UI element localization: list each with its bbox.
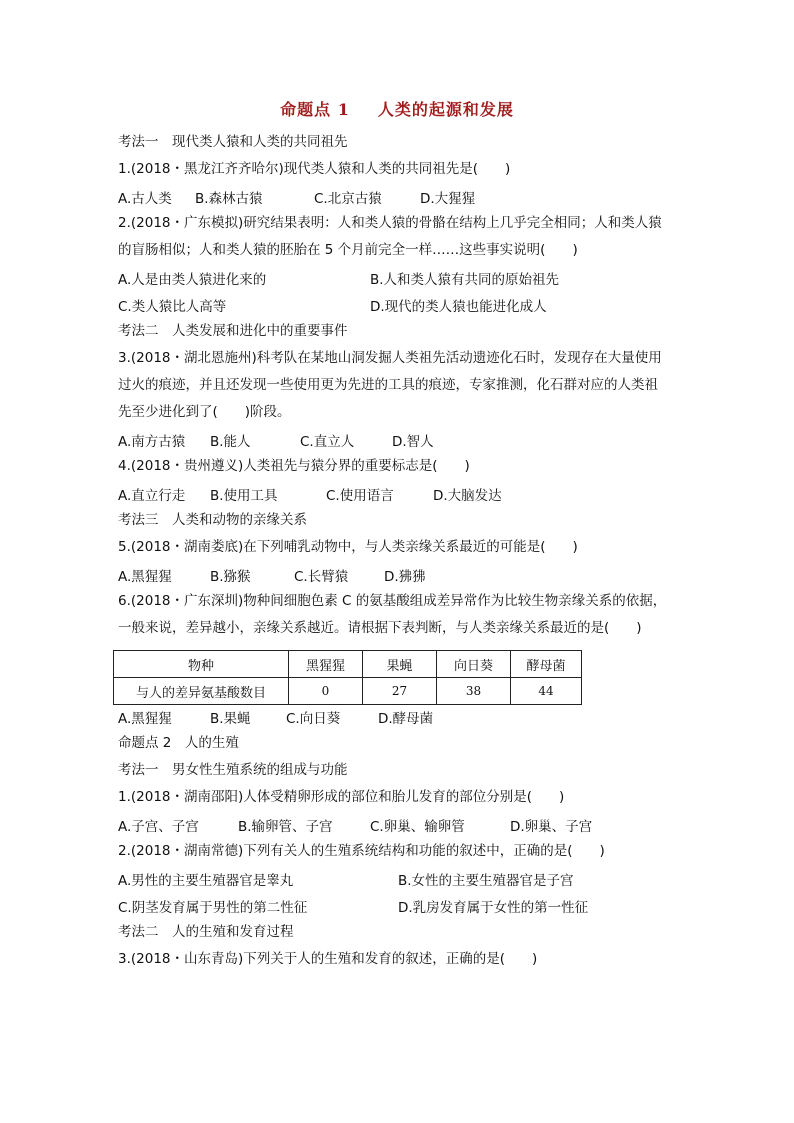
option-a: A.古人类 <box>118 191 172 207</box>
table-header-row <box>114 651 582 678</box>
option-c: C.北京古猿 <box>314 191 382 207</box>
question-text: 3.(2018・山东青岛)下列关于人的生殖和发育的叙述，正确的是( ) <box>118 951 538 967</box>
table-cell: 果蝇 <box>363 651 437 678</box>
option-a: A.人是由类人猿进化来的 <box>118 272 267 288</box>
question-text: 6.(2018・广东深圳)物种间细胞色素 C 的氨基酸组成差异常作为比较生物亲缘关系的依据， <box>118 593 667 609</box>
option-d: D.大脑发达 <box>433 488 502 504</box>
section-heading: 考法二 人类发展和进化中的重要事件 <box>118 323 348 339</box>
option-c: C.使用语言 <box>326 488 394 504</box>
question-text: 5.(2018・湖南娄底)在下列哺乳动物中，与人类亲缘关系最近的可能是( ) <box>118 539 578 555</box>
option-a: A.黑猩猩 <box>118 711 172 727</box>
title-number: 命题点 1 <box>280 100 350 119</box>
table-cell: 与人的差异氨基酸数目 <box>114 678 289 705</box>
section-heading: 考法三 人类和动物的亲缘关系 <box>118 512 307 528</box>
option-d: D.现代的类人猿也能进化成人 <box>370 299 547 315</box>
option-d: D.狒狒 <box>384 569 426 585</box>
option-c: C.卵巢、输卵管 <box>370 819 465 835</box>
question-text: 3.(2018・湖北恩施州)科考队在某地山洞发掘人类祖先活动遗迹化石时，发现存在大量使用 <box>118 350 662 366</box>
option-c: C.类人猿比人高等 <box>118 299 227 315</box>
section-heading: 考法一 男女性生殖系统的组成与功能 <box>118 762 348 778</box>
option-a: A.南方古猿 <box>118 434 186 450</box>
option-a: A.男性的主要生殖器官是睾丸 <box>118 873 294 889</box>
section-title: 命题点 2 人的生殖 <box>118 735 239 751</box>
option-b: B.输卵管、子宫 <box>238 819 333 835</box>
option-c: C.阴茎发育属于男性的第二性征 <box>118 900 308 916</box>
title-text: 人类的起源和发展 <box>377 100 514 119</box>
question-text: 2.(2018・广东模拟)研究结果表明：人和类人猿的骨骼在结构上几乎完全相同；人和类人猿 <box>118 215 662 231</box>
table-cell: 38 <box>437 678 511 705</box>
question-text: 的盲肠相似；人和类人猿的胚胎在 5 个月前完全一样……这些事实说明( ) <box>118 242 578 258</box>
question-text: 先至少进化到了( )阶段。 <box>118 404 291 420</box>
option-d: D.大猩猩 <box>420 191 476 207</box>
table-cell: 物种 <box>114 651 289 678</box>
question-text: 过火的痕迹，并且还发现一些使用更为先进的工具的痕迹，专家推测，化石群对应的人类祖 <box>118 377 658 393</box>
option-a: A.直立行走 <box>118 488 186 504</box>
option-c: C.向日葵 <box>286 711 341 727</box>
option-b: B.人和类人猿有共同的原始祖先 <box>370 272 560 288</box>
table-cell: 黑猩猩 <box>289 651 363 678</box>
option-d: D.酵母菌 <box>378 711 434 727</box>
table-cell: 0 <box>289 678 363 705</box>
option-c: C.长臂猿 <box>294 569 349 585</box>
option-a: A.子宫、子宫 <box>118 819 199 835</box>
page-title <box>0 97 794 120</box>
option-b: B.猕猴 <box>210 569 251 585</box>
question-text: 2.(2018・湖南常德)下列有关人的生殖系统结构和功能的叙述中，正确的是( ) <box>118 843 605 859</box>
question-text: 1.(2018・黑龙江齐齐哈尔)现代类人猿和人类的共同祖先是( ) <box>118 161 511 177</box>
species-table <box>113 650 582 705</box>
option-d: D.卵巢、子宫 <box>510 819 593 835</box>
option-b: B.森林古猿 <box>195 191 263 207</box>
section-heading: 考法一 现代类人猿和人类的共同祖先 <box>118 134 348 150</box>
option-d: D.智人 <box>392 434 434 450</box>
table-cell: 44 <box>511 678 582 705</box>
table-row <box>114 678 582 705</box>
question-text: 1.(2018・湖南邵阳)人体受精卵形成的部位和胎儿发育的部位分别是( ) <box>118 789 565 805</box>
table-cell: 向日葵 <box>437 651 511 678</box>
option-b: B.使用工具 <box>210 488 278 504</box>
option-b: B.果蝇 <box>210 711 251 727</box>
question-text: 4.(2018・贵州遵义)人类祖先与猿分界的重要标志是( ) <box>118 458 470 474</box>
question-text: 一般来说，差异越小，亲缘关系越近。请根据下表判断，与人类亲缘关系最近的是( ) <box>118 620 642 636</box>
option-b: B.能人 <box>210 434 251 450</box>
table-cell: 27 <box>363 678 437 705</box>
option-b: B.女性的主要生殖器官是子宫 <box>398 873 574 889</box>
section-heading: 考法二 人的生殖和发育过程 <box>118 924 294 940</box>
table-cell: 酵母菌 <box>511 651 582 678</box>
option-c: C.直立人 <box>300 434 355 450</box>
option-d: D.乳房发育属于女性的第一性征 <box>398 900 589 916</box>
option-a: A.黑猩猩 <box>118 569 172 585</box>
